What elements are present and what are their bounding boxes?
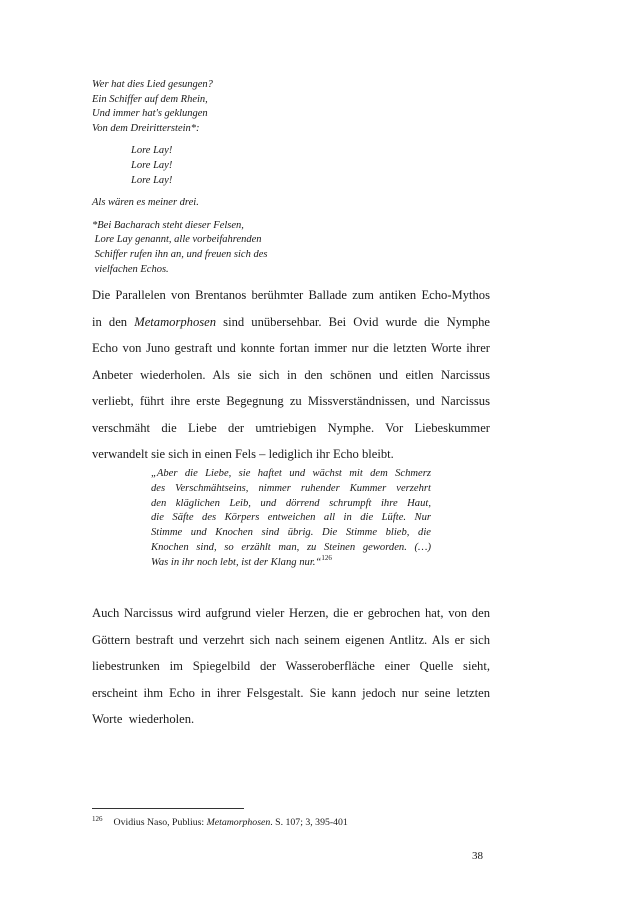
work-title: Metamorphosen — [134, 314, 217, 329]
paragraph-line — [92, 309, 490, 336]
paragraph-line: verliebt, führt ihre erste Begegnung zu Missverständnissen, und Narcissus — [92, 394, 490, 408]
quote-line — [151, 553, 431, 571]
footnote-divider — [92, 808, 244, 809]
quote-line: Stimme und Knochen sind übrig. Die Stimme blieb, die — [151, 527, 431, 539]
paragraph-line: liebestrunken im Spiegelbild der Wasseroberfläche einer Quelle sieht, — [92, 659, 490, 673]
page-number: 38 — [472, 850, 483, 862]
poem-line: Wer hat dies Lied gesungen? — [92, 79, 213, 90]
paragraph-line: verwandelt sie sich in einen Fels – lediglich ihr Echo bleibt. — [92, 447, 394, 461]
footnote — [92, 815, 348, 828]
poem-note-line: Lore Lay genannt, alle vorbeifahrenden — [92, 234, 262, 246]
paragraph-line: Echo von Juno gestraft und konnte fortan immer nur die letzten Worte ihrer — [92, 341, 490, 355]
quote-line: Knochen sind, so erzählt man, zu Steinen geworden. (…) — [151, 541, 431, 553]
footnote-author: Ovidius Naso, Publius: — [113, 817, 207, 828]
poem-note-line: *Bei Bacharach steht dieser Felsen, — [92, 219, 244, 231]
paragraph-line: Auch Narcissus wird aufgrund vieler Herzen, die er gebrochen hat, von den — [92, 606, 490, 620]
poem-note-line: vielfachen Echos. — [92, 263, 169, 275]
spacer — [92, 188, 512, 196]
paragraph-line: Göttern bestraft und verzehrt sich nach seinem eigenen Antlitz. Als er sich — [92, 632, 490, 647]
poem-refrain-line: Lore Lay! — [131, 159, 173, 171]
poem-refrain-line: Lore Lay! — [131, 174, 173, 186]
spacer — [92, 136, 512, 144]
paragraph-line: Die Parallelen von Brentanos berühmter Ballade zum antiken Echo-Mythos — [92, 288, 490, 302]
quote-last-text: Was in ihr noch lebt, ist der Klang nur.“ — [151, 556, 322, 568]
quote-line: die Säfte des Körpers entweichen all in die Lüfte. Nur — [151, 512, 431, 524]
body-paragraph-2 — [92, 600, 490, 733]
poem-line: Ein Schiffer auf dem Rhein, — [92, 93, 208, 105]
block-quote — [151, 467, 431, 571]
poem-note-line: Schiffer rufen ihn an, und freuen sich des — [92, 248, 268, 260]
body-paragraph-1 — [92, 282, 490, 468]
quote-line: „Aber die Liebe, sie haftet und wächst mit dem Schmerz — [151, 468, 431, 479]
paragraph-line: verschmäht die Liebe der umtriebigen Nymphe. Vor Liebeskummer — [92, 420, 490, 435]
poem-block — [92, 78, 512, 277]
paragraph-line: Anbeter wiederholen. Als sie sich in den schönen und eitlen Narcissus — [92, 367, 490, 382]
footnote-number: 126 — [92, 815, 103, 823]
text-run: in den — [92, 314, 135, 329]
footnote-citation: . S. 107; 3, 395-401 — [270, 817, 348, 828]
poem-closing-line: Als wären es meiner drei. — [92, 197, 199, 209]
poem-line: Und immer hat's geklungen — [92, 108, 208, 120]
poem-line: Von dem Dreiritterstein*: — [92, 122, 200, 134]
footnote-title: Metamorphosen — [206, 817, 271, 828]
paragraph-line: erscheint ihm Echo in ihrer Felsgestalt. Sie kann jedoch nur seine letzten — [92, 685, 490, 700]
text-run: sind unübersehbar. Bei Ovid wurde die Nymphe — [216, 314, 491, 329]
poem-refrain-line: Lore Lay! — [131, 145, 173, 157]
spacer — [92, 211, 512, 219]
paragraph-line: Worte wiederholen. — [92, 712, 195, 726]
footnote-reference[interactable]: 126 — [321, 553, 332, 562]
quote-line: des Verschmähtseins, nimmer ruhender Kummer verzehrt — [151, 482, 431, 494]
quote-line: den kläglichen Leib, und dörrend schrumpft ihre Haut, — [151, 497, 431, 509]
